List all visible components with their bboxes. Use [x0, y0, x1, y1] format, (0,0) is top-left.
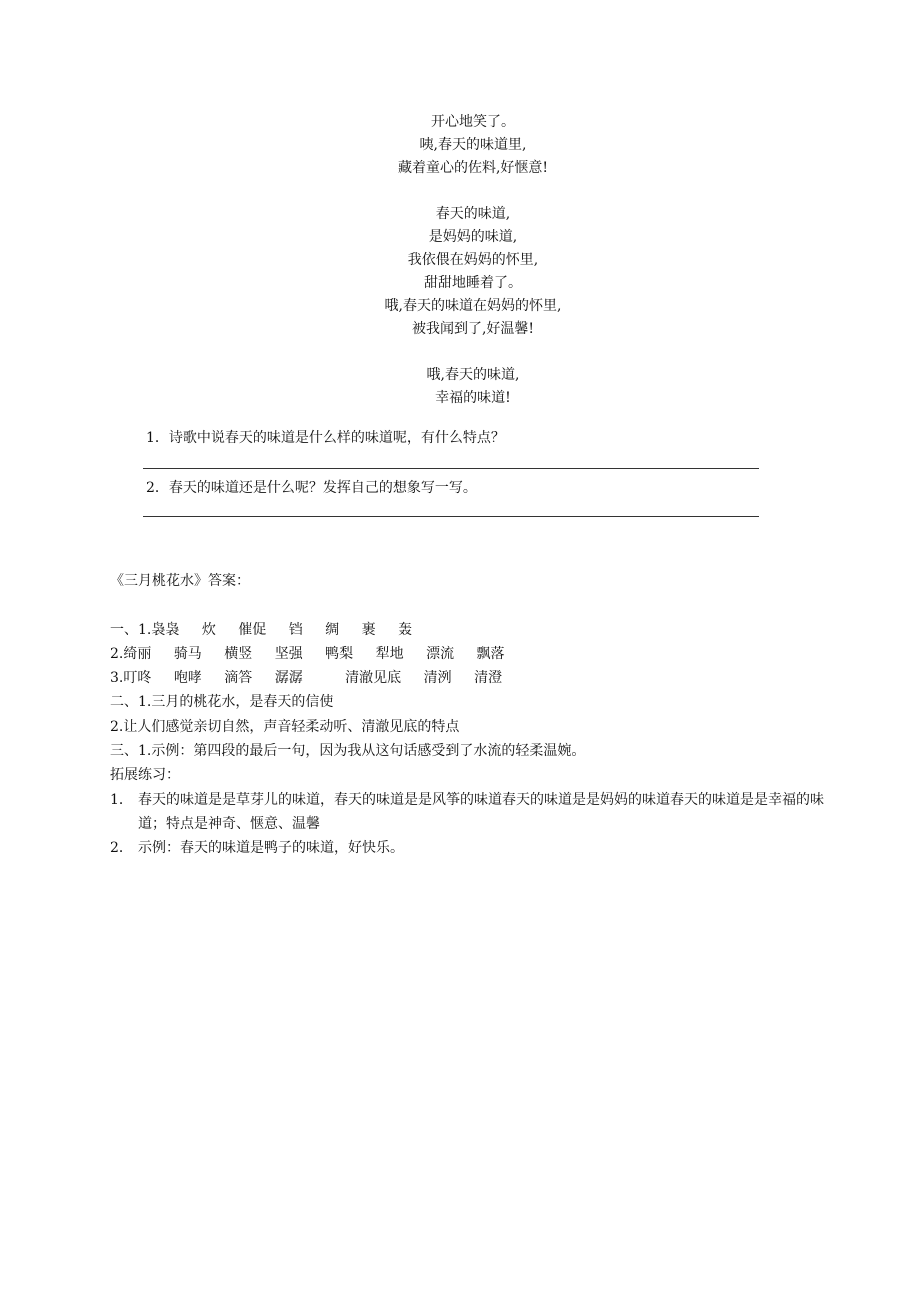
item-text: 示例：春天的味道是鸭子的味道，好快乐。: [138, 840, 404, 857]
poem-line: 甜甜地睡着了。: [424, 275, 522, 291]
poem-line: 春天的味道,: [435, 206, 511, 222]
word: 犁地: [375, 645, 404, 662]
word: 鸭梨: [325, 645, 354, 662]
word: 骑马: [173, 645, 202, 662]
poem-line: 被我闻到了,好温馨!: [411, 321, 535, 337]
word: 清澄: [474, 670, 503, 687]
section-1-row-3: [110, 666, 830, 690]
blank-line: [110, 593, 830, 617]
poem-line: 哦,春天的味道,: [426, 367, 520, 383]
poem-line: 开心地笑了。: [431, 114, 515, 130]
item-number: 1．: [110, 791, 133, 808]
section-1-row-2: [110, 642, 830, 666]
word: 飘落: [476, 645, 505, 662]
extension-item-1: [110, 788, 830, 837]
section-1-row-1: [110, 618, 830, 642]
item-number: 2．: [110, 840, 133, 857]
section-2-item-1: 二、1.三月的桃花水，是春天的信使: [110, 694, 334, 711]
word: 催促: [238, 621, 267, 638]
word: 潺潺: [274, 670, 303, 687]
poem-line: 是妈妈的味道,: [428, 229, 518, 245]
section-3-item-1: 三、1.示例：第四段的最后一句，因为我从这句话感受到了水流的轻柔温婉。: [110, 743, 586, 760]
item-text: 春天的味道是是草芽儿的味道，春天的味道是是风筝的味道春天的味道是是妈妈的味道春天的味道是是幸福的味道；特点是神奇、惬意、温馨: [138, 791, 824, 832]
word: 一、1.袅袅: [110, 621, 180, 638]
word: 绸: [325, 621, 340, 638]
word: 3.叮咚: [110, 670, 152, 687]
stanza-gap: [0, 180, 920, 203]
answer-line-1: [143, 468, 759, 469]
poem-line: 藏着童心的佐料,好惬意!: [397, 160, 549, 176]
extension-title: 拓展练习：: [110, 767, 180, 784]
answer-key: [110, 569, 830, 861]
word: 轰: [398, 621, 413, 638]
word: 坚强: [274, 645, 303, 662]
word: 漂流: [426, 645, 455, 662]
extension-item-2: [110, 836, 830, 860]
poem-line: 哦,春天的味道在妈妈的怀里,: [384, 298, 562, 314]
word: 横竖: [224, 645, 253, 662]
word: 滴答: [224, 670, 253, 687]
section-2-item-2: 2.让人们感觉亲切自然，声音轻柔动听、清澈见底的特点: [110, 718, 460, 735]
question-2: 2．春天的味道还是什么呢？发挥自己的想象写一写。: [146, 480, 477, 496]
poem-line: 我依偎在妈妈的怀里,: [407, 252, 539, 268]
poem: [0, 111, 920, 410]
word: 清洌: [423, 670, 452, 687]
word: 炊: [201, 621, 216, 638]
word: 咆哮: [173, 670, 202, 687]
poem-line: 幸福的味道!: [435, 390, 511, 406]
word: 铛: [288, 621, 303, 638]
word: 裹: [361, 621, 376, 638]
answer-key-title: 《三月桃花水》答案：: [110, 573, 250, 589]
poem-line: 咦,春天的味道里,: [419, 137, 527, 153]
stanza-gap: [0, 341, 920, 364]
word: 清澈见底: [345, 670, 402, 687]
question-1: 1．诗歌中说春天的味道是什么样的味道呢，有什么特点？: [146, 430, 505, 446]
answer-line-2: [143, 516, 759, 517]
word: 2.绮丽: [110, 645, 152, 662]
